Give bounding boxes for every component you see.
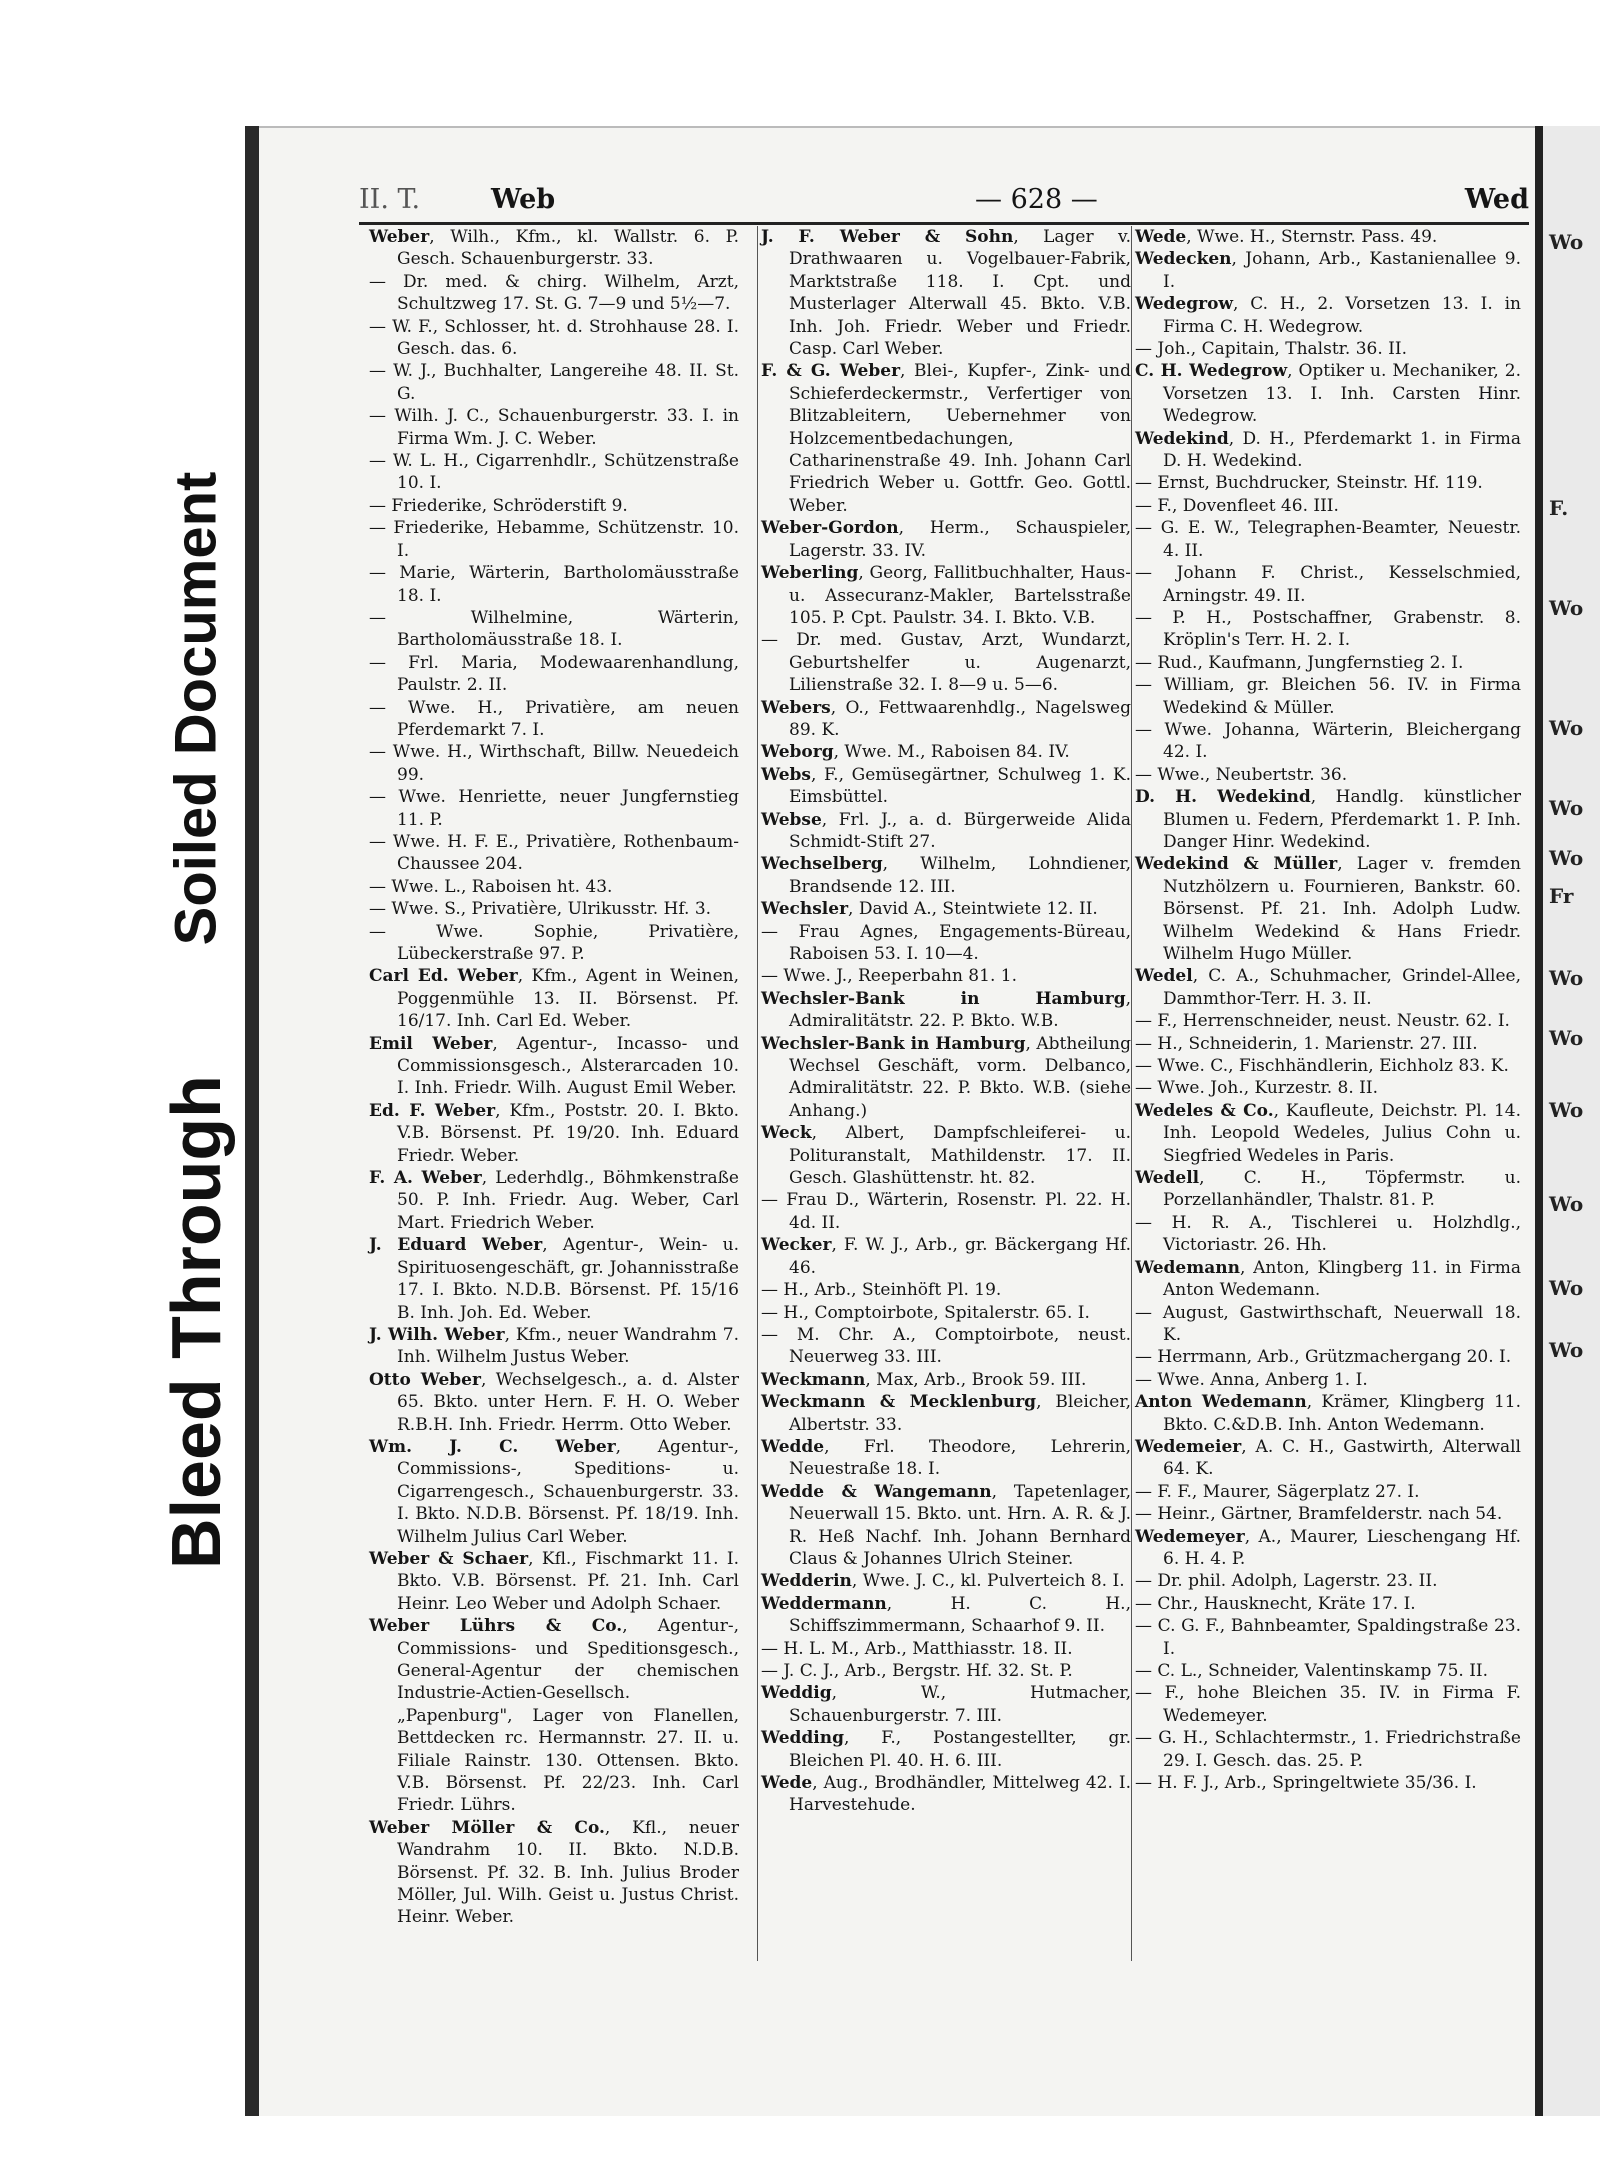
directory-entry: — Wwe., Neubertstr. 36. (1135, 764, 1348, 785)
directory-entry: F. A. Weber, Lederhdlg., Böhmkenstraße 50. P. Inh. Friedr. Aug. Weber, Carl Mart. Friedrich Weber. (369, 1168, 739, 1233)
entry-headword: Otto Weber (369, 1369, 481, 1390)
directory-entry: J. F. Weber & Sohn, Lager v. Drathwaaren u. Vogelbauer-Fabrik, Marktstraße 118. I. Cpt. und Musterlager Alterwall 45. Bkto. V.B. Inh. Joh. Friedr. Weber und Friedr. Casp. Carl Weber. (761, 227, 1131, 360)
directory-entry: Wechsler-Bank in Hamburg, Admiralitätstr. 22. P. Bkto. W.B. (761, 988, 1131, 1032)
keyword-right: Wed (1464, 184, 1529, 215)
entry-headword: J. Wilh. Weber (369, 1324, 505, 1345)
entry-headword: Wedde & Wangemann (761, 1481, 992, 1502)
entry-headword: Wedegrow (1135, 294, 1234, 315)
directory-entry: Wedemann, Anton, Klingberg 11. in Firma Anton Wedemann. (1135, 1257, 1521, 1301)
directory-entry: — Wwe. Johanna, Wärterin, Bleichergang 42. I. (1135, 719, 1521, 763)
directory-entry: — Wwe. Anna, Anberg 1. I. (1135, 1369, 1368, 1390)
directory-entry: Wedekind, D. H., Pferdemarkt 1. in Firma D. H. Wedekind. (1135, 428, 1521, 472)
directory-entry: — Dr. med. & chirg. Wilhelm, Arzt, Schultzweg 17. St. G. 7—9 und 5½—7. (369, 271, 739, 315)
keyword-left: Web (491, 184, 556, 215)
adjacent-page-fragment: F. (1549, 496, 1569, 520)
directory-entry: — Chr., Hausknecht, Kräte 17. I. (1135, 1593, 1416, 1614)
directory-entry: Weber Lührs & Co., Agentur-, Commissions- und Speditionsgesch., General-Agentur der chemischen Industrie-Actien-Gesellsch. „Papenburg", Lager von Flanellen, Bettdecken rc. Hermannstr. 27. II. u. Filiale Rainstr. 130. Ottensen. Bkto. V.B. Börsenst. Pf. 22/23. Inh. Carl Friedr. Lührs. (369, 1616, 739, 1816)
directory-entry: — Friederike, Hebamme, Schützenstr. 10. I. (369, 518, 739, 561)
entry-headword: Wede (761, 1773, 813, 1794)
directory-entry: — Dr. phil. Adolph, Lagerstr. 23. II. (1135, 1571, 1438, 1592)
directory-entry: — Frau Agnes, Engagements-Büreau, Raboisen 53. I. 10—4. (761, 921, 1131, 964)
directory-entry: Wedel, C. A., Schuhmacher, Grindel-Allee, Dammthor-Terr. H. 3. II. (1135, 966, 1521, 1009)
directory-entry: — Wwe. L., Raboisen ht. 43. (369, 876, 613, 897)
page-header (359, 182, 1529, 225)
entry-headword: Webers (761, 697, 831, 718)
directory-entry: — Wwe. Henriette, neuer Jungfernstieg 11. P. (369, 787, 739, 830)
adjacent-page-fragment: Wo (1549, 230, 1584, 254)
directory-entry: Weddermann, H. C. H., Schiffszimmermann, Schaarhof 9. II. (761, 1593, 1131, 1637)
directory-entry: — F., Herrenschneider, neust. Neustr. 62. I. (1135, 1011, 1510, 1032)
entry-headword: Weber Lührs & Co. (369, 1616, 623, 1637)
directory-entry: Wedegrow, C. H., 2. Vorsetzen 13. I. in Firma C. H. Wedegrow. (1135, 294, 1521, 337)
directory-entry: — M. Chr. A., Comptoirbote, neust. Neuerweg 33. III. (761, 1324, 1131, 1368)
directory-entry: — Wwe. Sophie, Privatière, Lübeckerstraße 97. P. (369, 921, 739, 964)
entry-headword: Wedekind & Müller (1135, 854, 1338, 875)
entry-headword: Wechsler-Bank in Hamburg (761, 1033, 1026, 1054)
column-1 (369, 226, 739, 1929)
directory-entry: Weber-Gordon, Herm., Schauspieler, Lagerstr. 33. IV. (761, 518, 1131, 561)
directory-entry: — Herrmann, Arb., Grützmachergang 20. I. (1135, 1347, 1512, 1368)
directory-entry: — H. R. A., Tischlerei u. Holzhdlg., Victoriastr. 26. Hh. (1135, 1212, 1521, 1256)
entry-headword: F. A. Weber (369, 1168, 482, 1189)
directory-entry: — G. H., Schlachtermstr., 1. Friedrichstraße 29. I. Gesch. das. 25. P. (1135, 1728, 1521, 1771)
entry-headword: Wechselberg (761, 854, 883, 875)
directory-entry: — Wwe. J., Reeperbahn 81. 1. (761, 966, 1017, 987)
entry-headword: Wedell (1135, 1168, 1200, 1189)
adjacent-page-edge (1535, 126, 1600, 2116)
directory-entry: F. & G. Weber, Blei-, Kupfer-, Zink- und Schieferdeckermstr., Verfertiger von Blitzableitern, Uebernehmer von Holzcementbedachungen, Catharinenstraße 49. Inh. Johann Carl Friedrich Weber u. Gottfr. Geo. Gottl. Weber. (761, 361, 1131, 516)
directory-entry: Weber & Schaer, Kfl., Fischmarkt 11. I. Bkto. V.B. Börsenst. Pf. 21. Inh. Carl Heinr. Leo Weber und Adolph Schaer. (369, 1548, 739, 1614)
entry-headword: Ed. F. Weber (369, 1100, 496, 1121)
directory-entry: — H. F. J., Arb., Springeltwiete 35/36. I. (1135, 1773, 1477, 1794)
adjacent-page-fragment: Wo (1549, 796, 1584, 820)
entry-headword: Anton Wedemann (1135, 1392, 1307, 1413)
directory-entry: — G. E. W., Telegraphen-Beamter, Neuestr. 4. II. (1135, 518, 1521, 561)
directory-entry: — H. L. M., Arb., Matthiasstr. 18. II. (761, 1638, 1073, 1659)
entry-headword: Weckmann & Mecklenburg (761, 1392, 1037, 1413)
directory-entry: Wm. J. C. Weber, Agentur-, Commissions-, Speditions- u. Cigarrengesch., Schauenburgerstr. 33. I. Bkto. N.D.B. Börsenst. Pf. 18/19. Inh. Wilhelm Julius Carl Weber. (369, 1436, 739, 1547)
entry-headword: Wedding (761, 1728, 844, 1749)
directory-entry: — W. F., Schlosser, ht. d. Strohhause 28. I. Gesch. das. 6. (369, 316, 739, 360)
directory-entry: — William, gr. Bleichen 56. IV. in Firma Wedekind & Müller. (1135, 675, 1521, 718)
entry-headword: Weber & Schaer (369, 1548, 529, 1569)
entry-headword: J. Eduard Weber (369, 1235, 543, 1256)
entry-headword: Wedde (761, 1436, 825, 1457)
directory-entry: Weddig, W., Hutmacher, Schauenburgerstr. 7. III. (761, 1683, 1131, 1726)
directory-entry: Wedemeier, A. C. H., Gastwirth, Alterwall 64. K. (1135, 1436, 1521, 1480)
directory-entry: — Frl. Maria, Modewaarenhandlung, Paulstr. 2. II. (369, 652, 739, 696)
adjacent-page-fragment: Wo (1549, 1098, 1584, 1122)
directory-entry: Weckmann & Mecklenburg, Bleicher, Albertstr. 33. (761, 1392, 1131, 1435)
directory-entry: — F., Dovenfleet 46. III. (1135, 495, 1339, 516)
entry-headword: Weddermann (761, 1593, 887, 1614)
entry-headword: J. F. Weber & Sohn (761, 227, 1014, 247)
directory-entry: Wedekind & Müller, Lager v. fremden Nutzhölzern u. Fournieren, Bankstr. 60. Börsenst. Pf. 21. Inh. Adolph Ludw. Wilhelm Wedekind & Hans Friedr. Wilhelm Hugo Müller. (1135, 854, 1521, 964)
directory-entry: — Wwe. C., Fischhändlerin, Eichholz 83. K. (1135, 1056, 1509, 1077)
entry-headword: Webse (761, 809, 822, 830)
directory-entry: Wedell, C. H., Töpfermstr. u. Porzellanhändler, Thalstr. 81. P. (1135, 1168, 1521, 1211)
directory-entry: — W. J., Buchhalter, Langereihe 48. II. St. G. (369, 361, 739, 404)
entry-headword: Emil Weber (369, 1033, 493, 1054)
directory-entry: — Friederike, Schröderstift 9. (369, 495, 628, 516)
directory-entry: C. H. Wedegrow, Optiker u. Mechaniker, 2. Vorsetzen 13. I. Inh. Carsten Hinr. Wedegrow. (1135, 361, 1521, 427)
entry-headword: Wechsler-Bank in Hamburg (761, 988, 1126, 1009)
directory-entry: — F. F., Maurer, Sägerplatz 27. I. (1135, 1481, 1420, 1502)
soiled-document-text: Soiled Document (163, 471, 229, 945)
directory-entry: — J. C. J., Arb., Bergstr. Hf. 32. St. P. (761, 1661, 1073, 1681)
directory-entry: Wechsler, David A., Steintwiete 12. II. (761, 899, 1098, 920)
directory-entry: Wecker, F. W. J., Arb., gr. Bäckergang Hf. 46. (761, 1235, 1131, 1278)
entry-headword: Weckmann (761, 1369, 866, 1390)
directory-entry: Wedding, F., Postangestellter, gr. Bleichen Pl. 40. H. 6. III. (761, 1728, 1131, 1771)
directory-entry: Weckmann, Max, Arb., Brook 59. III. (761, 1369, 1087, 1390)
entry-headword: Wechsler (761, 899, 849, 920)
directory-entry: — Heinr., Gärtner, Bramfelderstr. nach 54. (1135, 1504, 1503, 1525)
adjacent-page-fragment: Wo (1549, 846, 1584, 870)
directory-entry: — C. L., Schneider, Valentinskamp 75. II. (1135, 1661, 1489, 1681)
directory-entry: Weber Möller & Co., Kfl., neuer Wandrahm 10. II. Bkto. N.D.B. Börsenst. Pf. 32. B. Inh. Julius Broder Möller, Jul. Wilh. Geist u. Justus Christ. Heinr. Weber. (369, 1817, 739, 1928)
bleed-through-text: Bleed Through (157, 1075, 235, 1569)
adjacent-page-fragment: Wo (1549, 596, 1584, 620)
entry-headword: F. & G. Weber (761, 361, 901, 382)
directory-entry: — Dr. med. Gustav, Arzt, Wundarzt, Geburtshelfer u. Augenarzt, Lilienstraße 32. I. 8—9 u. 5—6. (761, 630, 1131, 696)
entry-headword: Wedecken (1135, 249, 1232, 270)
entry-headword: Weberling (761, 563, 859, 584)
directory-entry: — Wwe. H. F. E., Privatière, Rothenbaum-Chaussee 204. (369, 831, 739, 875)
entry-headword: Weddig (761, 1683, 832, 1704)
adjacent-page-fragment: Wo (1549, 1192, 1584, 1216)
directory-entry: — Wwe. S., Privatière, Ulrikusstr. Hf. 3. (369, 899, 712, 920)
directory-entry: Webers, O., Fettwaarenhdlg., Nagelsweg 89. K. (761, 697, 1131, 740)
directory-entry: Weberling, Georg, Fallitbuchhalter, Haus- u. Assecuranz-Makler, Bartelsstraße 105. P. Cpt. Paulstr. 34. I. Bkto. V.B. (761, 563, 1131, 628)
directory-entry: Wedde & Wangemann, Tapetenlager, Neuerwall 15. Bkto. unt. Hrn. A. R. & J. R. Heß Nachf. Inh. Johann Bernhard Claus & Johannes Ulrich Steiner. (761, 1481, 1131, 1569)
entry-headword: Weber Möller & Co. (369, 1817, 605, 1838)
directory-entry: — H., Comptoirbote, Spitalerstr. 65. I. (761, 1302, 1090, 1323)
adjacent-page-fragment: Wo (1549, 1338, 1584, 1362)
directory-entry: — P. H., Postschaffner, Grabenstr. 8. Kröplin's Terr. H. 2. I. (1135, 607, 1521, 651)
directory-entry: Webse, Frl. J., a. d. Bürgerweide Alida Schmidt-Stift 27. (761, 809, 1131, 852)
directory-entry: — Marie, Wärterin, Bartholomäusstraße 18. I. (369, 563, 739, 606)
directory-entry: — Wwe. H., Privatière, am neuen Pferdemarkt 7. I. (369, 697, 739, 740)
entry-headword: Carl Ed. Weber (369, 966, 518, 987)
entry-headword: Weborg (761, 742, 834, 763)
directory-entry: Emil Weber, Agentur-, Incasso- und Commissionsgesch., Alsterarcaden 10. I. Inh. Friedr. Wilh. August Emil Weber. (369, 1033, 739, 1099)
directory-entry: Wedderin, Wwe. J. C., kl. Pulverteich 8. I. (761, 1571, 1125, 1592)
directory-entry: Wechsler-Bank in Hamburg, Abtheilung Wechsel Geschäft, vorm. Delbanco, Admiralitätstr. 22. P. Bkto. W.B. (siehe Anhang.) (761, 1033, 1131, 1121)
directory-entry: Wede, Aug., Brodhändler, Mittelweg 42. I. Harvestehude. (761, 1773, 1131, 1816)
soiled-document-label (136, 428, 256, 988)
adjacent-page-fragment: Wo (1549, 966, 1584, 990)
directory-entry: D. H. Wedekind, Handlg. künstlicher Blumen u. Federn, Pferdemarkt 1. P. Inh. Danger Hinr. Wedekind. (1135, 787, 1521, 852)
entry-headword: Wedderin (761, 1571, 852, 1592)
directory-entry: Wedde, Frl. Theodore, Lehrerin, Neuestraße 18. I. (761, 1436, 1131, 1480)
entry-headword: Wedemeier (1135, 1436, 1242, 1457)
entry-headword: Wedekind (1135, 428, 1229, 449)
directory-entry: Wedecken, Johann, Arb., Kastanienallee 9. I. (1135, 249, 1521, 292)
entry-headword: Wedel (1135, 966, 1193, 987)
directory-entry: Wedeles & Co., Kaufleute, Deichstr. Pl. 14. Inh. Leopold Wedeles, Julius Cohn u. Siegfried Wedeles in Paris. (1135, 1100, 1521, 1166)
directory-page (245, 126, 1535, 2116)
directory-entry: Wede, Wwe. H., Sternstr. Pass. 49. (1135, 227, 1438, 247)
entry-headword: Webs (761, 764, 811, 785)
adjacent-page-fragment: Wo (1549, 716, 1584, 740)
directory-entry: Wedemeyer, A., Maurer, Lieschengang Hf. 6. H. 4. P. (1135, 1526, 1521, 1569)
directory-entry: — Wwe. H., Wirthschaft, Billw. Neuedeich 99. (369, 742, 739, 785)
directory-entry: J. Wilh. Weber, Kfm., neuer Wandrahm 7. Inh. Wilhelm Justus Weber. (369, 1324, 739, 1368)
directory-entry: — Frau D., Wärterin, Rosenstr. Pl. 22. H. 4d. II. (761, 1190, 1131, 1233)
directory-entry: Weber, Wilh., Kfm., kl. Wallstr. 6. P. Gesch. Schauenburgerstr. 33. (369, 227, 739, 270)
directory-entry: — H., Schneiderin, 1. Marienstr. 27. III. (1135, 1033, 1478, 1054)
directory-entry: Anton Wedemann, Krämer, Klingberg 11. Bkto. C.&D.B. Inh. Anton Wedemann. (1135, 1392, 1521, 1435)
directory-entry: Ed. F. Weber, Kfm., Poststr. 20. I. Bkto. V.B. Börsenst. Pf. 19/20. Inh. Eduard Friedr. Weber. (369, 1100, 739, 1166)
column-3 (1131, 226, 1521, 1961)
adjacent-page-fragment: Wo (1549, 1026, 1584, 1050)
directory-entry: — Joh., Capitain, Thalstr. 36. II. (1135, 339, 1407, 360)
entry-headword: Wedeles & Co. (1135, 1100, 1274, 1121)
directory-entry: — F., hohe Bleichen 35. IV. in Firma F. Wedemeyer. (1135, 1683, 1521, 1726)
directory-entry: Weborg, Wwe. M., Raboisen 84. IV. (761, 742, 1070, 763)
directory-entry: Wechselberg, Wilhelm, Lohndiener, Brandsende 12. III. (761, 854, 1131, 897)
directory-entry: — Wwe. Joh., Kurzestr. 8. II. (1135, 1078, 1379, 1099)
directory-entry: Weck, Albert, Dampfschleiferei- u. Polituranstalt, Mathildenstr. 17. II. Gesch. Glashüttenstr. ht. 82. (761, 1123, 1131, 1189)
directory-entry: — C. G. F., Bahnbeamter, Spaldingstraße 23. I. (1135, 1616, 1521, 1659)
directory-entry: J. Eduard Weber, Agentur-, Wein- u. Spirituosengeschäft, gr. Johannisstraße 17. I. Bkto. N.D.B. Börsenst. Pf. 15/16 B. Inh. Joh. Ed. Weber. (369, 1235, 739, 1323)
entry-headword: Weck (761, 1123, 812, 1144)
directory-entry: — Ernst, Buchdrucker, Steinstr. Hf. 119. (1135, 473, 1483, 494)
entry-headword: D. H. Wedekind (1135, 787, 1311, 808)
entry-headword: Wedemeyer (1135, 1526, 1245, 1547)
directory-entry: Otto Weber, Wechselgesch., a. d. Alster 65. Bkto. unter Hern. F. H. O. Weber R.B.H. Inh. Friedr. Herrm. Otto Weber. (369, 1369, 739, 1435)
directory-entry: — Rud., Kaufmann, Jungfernstieg 2. I. (1135, 652, 1464, 673)
entry-headword: Weber (369, 227, 430, 247)
directory-entry: — Wilhelmine, Wärterin, Bartholomäusstraße 18. I. (369, 607, 739, 651)
directory-entry: — August, Gastwirthschaft, Neuerwall 18. K. (1135, 1302, 1521, 1345)
adjacent-page-fragment: Wo (1549, 1276, 1584, 1300)
directory-entry: — Johann F. Christ., Kesselschmied, Arningstr. 49. II. (1135, 563, 1521, 606)
page-number: — 628 — (975, 184, 1098, 215)
entry-headword: Weber-Gordon (761, 518, 899, 539)
entry-headword: Wedemann (1135, 1257, 1240, 1278)
directory-entry: — Wilh. J. C., Schauenburgerstr. 33. I. in Firma Wm. J. C. Weber. (369, 406, 739, 449)
entry-headword: Wm. J. C. Weber (369, 1436, 616, 1457)
entry-headword: C. H. Wedegrow (1135, 361, 1288, 382)
directory-entry: Webs, F., Gemüsegärtner, Schulweg 1. K. Eimsbüttel. (761, 764, 1131, 808)
adjacent-page-fragment: Fr (1549, 884, 1574, 908)
directory-entry: — H., Arb., Steinhöft Pl. 19. (761, 1280, 1002, 1301)
directory-entry: Carl Ed. Weber, Kfm., Agent in Weinen, Poggenmühle 13. II. Börsenst. Pf. 16/17. Inh. Carl Ed. Weber. (369, 966, 739, 1032)
bleed-through-label (132, 1032, 260, 1612)
section-marker: II. T. (359, 184, 421, 215)
entry-headword: Wecker (761, 1235, 832, 1256)
column-2 (757, 226, 1131, 1961)
entry-headword: Wede (1135, 227, 1187, 247)
directory-entry: — W. L. H., Cigarrenhdlr., Schützenstraße 10. I. (369, 451, 739, 494)
